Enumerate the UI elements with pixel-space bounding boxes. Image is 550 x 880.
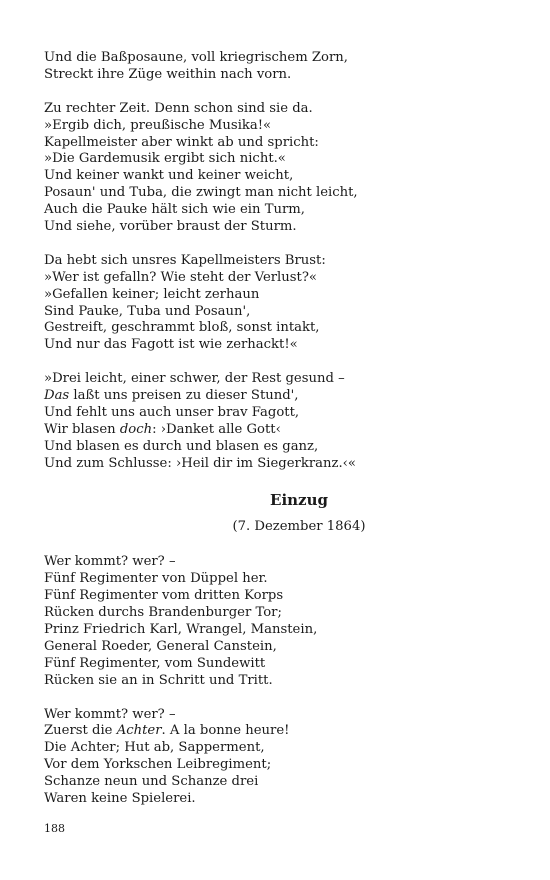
verse-line	[44, 791, 514, 808]
verse-text: Auch die Pauke hält sich wie ein Turm,	[44, 202, 305, 218]
verse-line	[44, 740, 514, 757]
verse-text: Wir blasen	[44, 421, 120, 437]
verse-line	[44, 588, 514, 605]
verse-line	[44, 723, 514, 740]
verse-text: Rücken durchs Brandenburger Tor;	[44, 605, 282, 621]
verse-text: Fünf Regimenter von Düppel her.	[44, 571, 268, 587]
verse-text: Und zum Schlusse: ›Heil dir im Siegerkranz.‹«	[44, 455, 356, 471]
verse-line	[44, 605, 514, 622]
verse-text: Gestreift, geschrammt bloß, sonst intakt,	[44, 320, 320, 336]
book-page	[44, 50, 514, 825]
verse-text: Wer kommt? wer? –	[44, 706, 176, 722]
page-number: 188	[44, 822, 65, 835]
poem-date: (7. Dezember 1864)	[232, 518, 366, 534]
verse-text: Schanze neun und Schanze drei	[44, 774, 259, 790]
verse-line	[44, 135, 514, 152]
verse-text: Zuerst die	[44, 723, 117, 739]
stanza	[44, 707, 514, 808]
verse-line	[44, 101, 514, 118]
verse-line	[44, 388, 514, 405]
verse-text: Vor dem Yorkschen Leibregiment;	[44, 757, 272, 773]
verse-text: General Roeder, General Canstein,	[44, 638, 277, 654]
verse-text: Die Achter; Hut ab, Sapperment,	[44, 740, 265, 756]
poem-continued	[44, 50, 514, 473]
verse-line	[44, 320, 514, 337]
verse-line	[44, 50, 514, 67]
verse-text: . A la bonne heure!	[161, 723, 290, 739]
verse-text: Prinz Friedrich Karl, Wrangel, Manstein,	[44, 622, 318, 638]
stanza	[44, 253, 514, 354]
verse-text: Streckt ihre Züge weithin nach vorn.	[44, 66, 292, 82]
verse-text: »Wer ist gefalln? Wie steht der Verlust?«	[44, 269, 317, 285]
verse-text: Waren keine Spielerei.	[44, 791, 196, 807]
verse-text: Sind Pauke, Tuba und Posaun',	[44, 303, 251, 319]
poem-heading	[44, 490, 514, 536]
stanza	[44, 101, 514, 236]
verse-line	[44, 253, 514, 270]
verse-text: Fünf Regimenter, vom Sundewitt	[44, 655, 266, 671]
verse-text: Und fehlt uns auch unser brav Fagott,	[44, 404, 300, 420]
verse-line	[44, 707, 514, 724]
verse-text: Wer kommt? wer? –	[44, 554, 176, 570]
poem-einzug	[44, 554, 514, 808]
verse-text: Kapellmeister aber winkt ab und spricht:	[44, 134, 319, 150]
emphasized-text: Das	[44, 388, 70, 404]
verse-line	[44, 456, 514, 473]
verse-line	[44, 554, 514, 571]
verse-text: Rücken sie an in Schritt und Tritt.	[44, 672, 273, 688]
verse-line	[44, 757, 514, 774]
verse-line	[44, 270, 514, 287]
verse-text: Fünf Regimenter vom dritten Korps	[44, 588, 284, 604]
verse-line	[44, 439, 514, 456]
verse-text: Zu rechter Zeit. Denn schon sind sie da.	[44, 100, 313, 116]
emphasized-text: doch	[119, 421, 153, 437]
verse-line	[44, 422, 514, 439]
verse-line	[44, 337, 514, 354]
verse-text: laßt uns preisen zu dieser Stund',	[69, 388, 299, 404]
stanza	[44, 554, 514, 689]
verse-line	[44, 622, 514, 639]
verse-line	[44, 673, 514, 690]
verse-text: »Die Gardemusik ergibt sich nicht.«	[44, 151, 286, 167]
verse-text: »Drei leicht, einer schwer, der Rest gesund –	[44, 371, 345, 387]
verse-line	[44, 774, 514, 791]
verse-line	[44, 151, 514, 168]
verse-line	[44, 185, 514, 202]
verse-text: Und die Baßposaune, voll kriegrischem Zorn,	[44, 50, 348, 65]
verse-text: Und nur das Fagott ist wie zerhackt!«	[44, 337, 298, 353]
verse-line	[44, 405, 514, 422]
verse-text: Da hebt sich unsres Kapellmeisters Brust:	[44, 252, 326, 268]
verse-text: »Ergib dich, preußische Musika!«	[44, 117, 272, 133]
verse-text: Und keiner wankt und keiner weicht,	[44, 168, 294, 184]
verse-text: Posaun' und Tuba, die zwingt man nicht leicht,	[44, 185, 358, 201]
verse-text: : ›Danket alle Gott‹	[152, 421, 281, 437]
verse-line	[44, 656, 514, 673]
verse-text: Und blasen es durch und blasen es ganz,	[44, 438, 319, 454]
verse-line	[44, 67, 514, 84]
verse-text: »Gefallen keiner; leicht zerhaun	[44, 286, 260, 302]
emphasized-text: Achter	[116, 723, 162, 739]
verse-line	[44, 219, 514, 236]
verse-text: Und siehe, vorüber braust der Sturm.	[44, 219, 297, 235]
verse-line	[44, 118, 514, 135]
verse-line	[44, 287, 514, 304]
stanza	[44, 50, 514, 84]
verse-line	[44, 168, 514, 185]
verse-line	[44, 571, 514, 588]
stanza	[44, 371, 514, 472]
verse-line	[44, 371, 514, 388]
verse-line	[44, 202, 514, 219]
verse-line	[44, 639, 514, 656]
poem-title: Einzug	[270, 490, 328, 509]
verse-line	[44, 304, 514, 321]
